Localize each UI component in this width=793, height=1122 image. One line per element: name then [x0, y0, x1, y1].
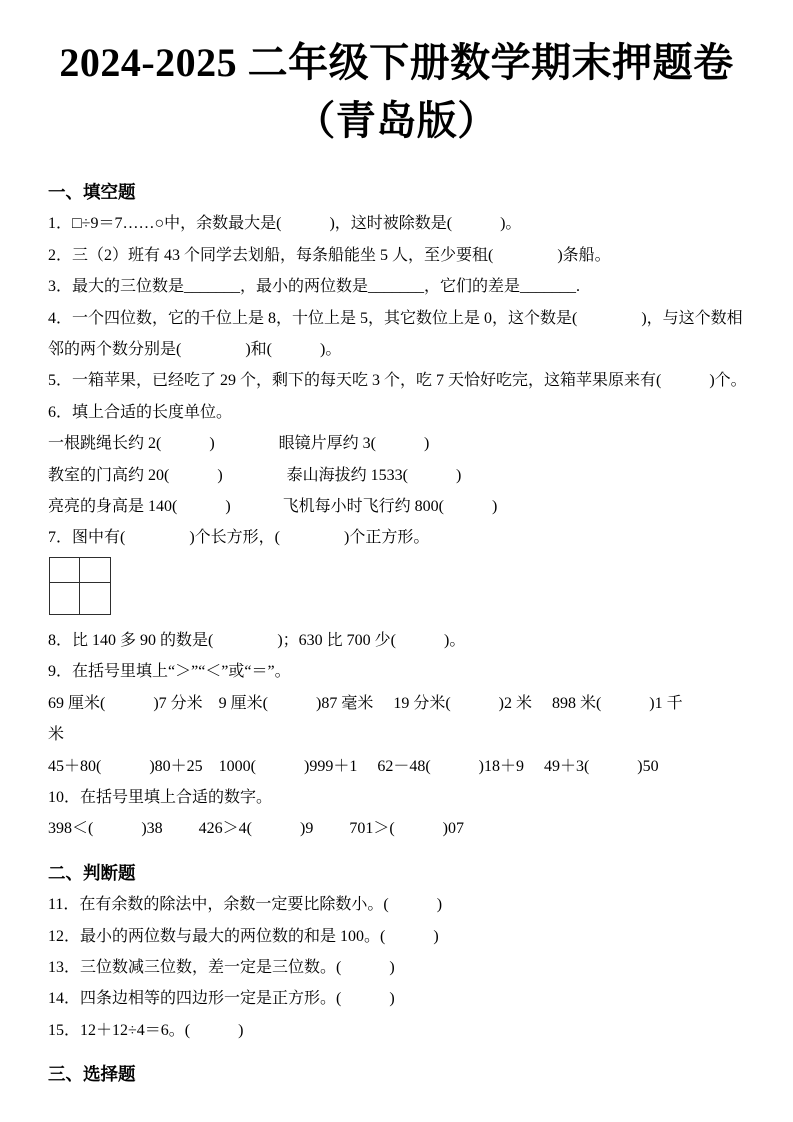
question-2: 2．三（2）班有 43 个同学去划船，每条船能坐 5 人，至少要租( )条船。	[48, 246, 611, 264]
question-10: 10．在括号里填上合适的数字。	[48, 788, 273, 806]
section-2-heading: 二、判断题	[48, 862, 136, 883]
title-line-2: （青岛版）	[295, 98, 498, 143]
grid-cell	[50, 558, 80, 583]
title-line-1: 2024-2025 二年级下册数学期末押题卷	[59, 40, 734, 85]
question-8: 8．比 140 多 90 的数是( )；630 比 700 少( )。	[48, 631, 466, 649]
question-3: 3．最大的三位数是_______，最小的两位数是_______，它们的差是_______.	[48, 278, 581, 296]
question-6-row-2: 教室的门高约 20( ) 泰山海拔约 1533( )	[48, 466, 462, 484]
question-12: 12．最小的两位数与最大的两位数的和是 100。( )	[48, 927, 439, 945]
question-7-grid-figure	[49, 557, 111, 615]
section-3-heading: 三、选择题	[48, 1064, 136, 1085]
question-9-row-2: 45＋80( )80＋25 1000( )999＋1 62－48( )18＋9 49＋3( )50	[48, 757, 659, 775]
question-13: 13．三位数减三位数，差一定是三位数。( )	[48, 958, 395, 976]
question-7: 7．图中有( )个长方形，( )个正方形。	[48, 529, 430, 547]
grid-cell	[50, 583, 80, 614]
question-6: 6．填上合适的长度单位。	[48, 403, 233, 421]
question-5: 5．一箱苹果，已经吃了 29 个，剩下的每天吃 3 个，吃 7 天恰好吃完，这箱苹果原来有( )个。	[48, 372, 747, 390]
question-1: 1．□÷9＝7……○中，余数最大是( )，这时被除数是( )。	[48, 215, 522, 233]
question-15: 15．12＋12÷4＝6。( )	[48, 1021, 244, 1039]
question-6-row-1: 一根跳绳长约 2( ) 眼镜片厚约 3( )	[48, 435, 430, 453]
grid-cell	[80, 558, 110, 583]
question-9-row-1: 69 厘米( )7 分米 9 厘米( )87 毫米 19 分米( )2 米 898 米( )1 千	[48, 694, 683, 712]
question-9-row-1-wrap: 米	[48, 726, 65, 744]
question-10-row-1: 398＜( )38 426＞4( )9 701＞( )07	[48, 820, 464, 838]
question-4-line-2: 邻的两个数分别是( )和( )。	[48, 341, 342, 359]
question-14: 14．四条边相等的四边形一定是正方形。( )	[48, 990, 395, 1008]
question-11: 11．在有余数的除法中，余数一定要比除数小。( )	[48, 896, 443, 914]
question-6-row-3: 亮亮的身高是 140( ) 飞机每小时飞行约 800( )	[48, 498, 498, 516]
grid-cell	[80, 583, 110, 614]
page-title	[48, 34, 745, 150]
question-4-line-1: 4．一个四位数，它的千位上是 8，十位上是 5，其它数位上是 0，这个数是( )，与这个数相	[48, 309, 743, 327]
section-1-heading: 一、填空题	[48, 182, 136, 202]
question-9: 9．在括号里填上“＞”“＜”或“＝”。	[48, 663, 291, 681]
